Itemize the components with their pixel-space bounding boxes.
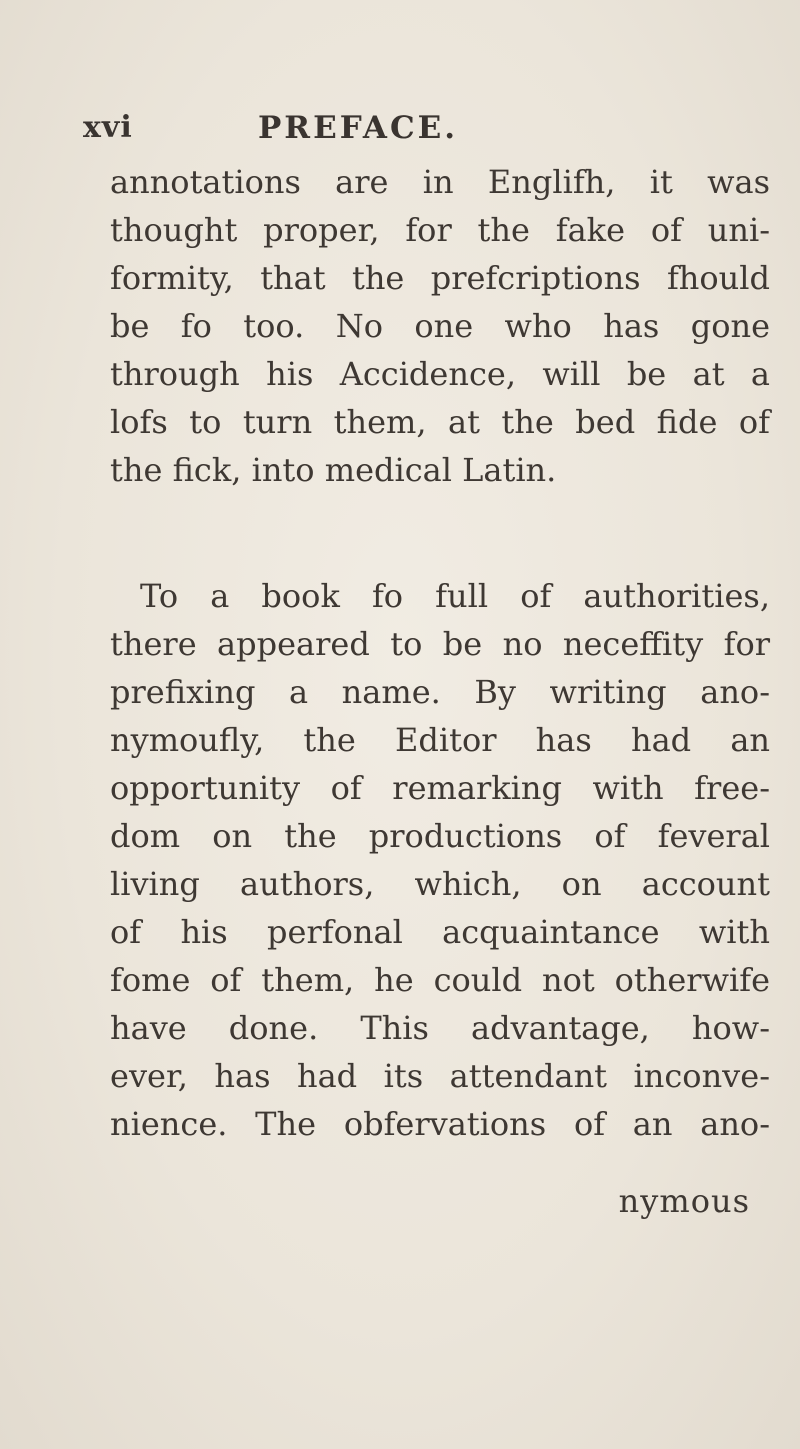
text-line: To a book fo full of authorities, <box>140 577 770 615</box>
text-line: dom on the productions of feveral <box>110 817 770 855</box>
text-line: opportunity of remarking with free- <box>110 769 770 807</box>
text-line: of his perfonal acquaintance with <box>110 913 770 951</box>
text-line: prefixing a name. By writing ano- <box>110 673 770 711</box>
text-line: formity, that the prefcriptions fhould <box>110 259 770 297</box>
paragraph <box>110 572 770 1148</box>
text-line: living authors, which, on account <box>110 865 770 903</box>
text-line: nience. The obfervations of an ano- <box>110 1105 770 1143</box>
text-line: annotations are in Englifh, it was <box>110 163 770 201</box>
text-line: be fo too. No one who has gone <box>110 307 770 345</box>
page-header <box>83 110 783 150</box>
text-line: there appeared to be no neceffity for <box>110 625 770 663</box>
paragraph-break <box>110 494 770 572</box>
text-line: thought proper, for the fake of uni- <box>110 211 770 249</box>
text-line: through his Accidence, will be at a <box>110 355 770 393</box>
text-line: lofs to turn them, at the bed fide of <box>110 403 770 441</box>
text-line: have done. This advantage, how- <box>110 1009 770 1047</box>
running-head: PREFACE. <box>258 110 459 146</box>
text-line: fome of them, he could not otherwife <box>110 961 770 999</box>
page-number: xvi <box>83 110 133 145</box>
text-line: nymoufly, the Editor has had an <box>110 721 770 759</box>
body-text <box>110 158 770 1148</box>
text-line: ever, has had its attendant inconve- <box>110 1057 770 1095</box>
catchword: nymous <box>618 1182 750 1220</box>
text-line: the fick, into medical Latin. <box>110 451 557 489</box>
paragraph <box>110 158 770 494</box>
